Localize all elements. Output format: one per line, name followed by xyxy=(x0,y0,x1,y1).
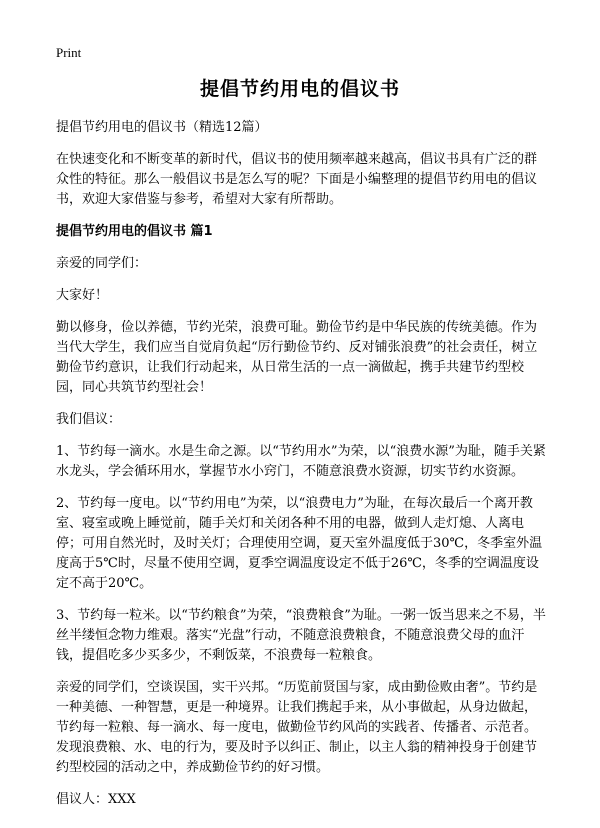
body-paragraph-1: 勤以修身，俭以养德，节约光荣，浪费可耻。勤俭节约是中华民族的传统美德。作为当代大学生，我们应当自觉肩负起“厉行勤俭节约、反对铺张浪费”的社会责任，树立勤俭节约意识，让我们行动起来，从日常生活的一点一滴做起，携手共建节约型校园，同心共筑节约型社会！ xyxy=(56,320,538,395)
proposal-item-3: 3、节约每一粒米。以“节约粮食”为荣，“浪费粮食”为耻。一粥一饭当思来之不易，半丝半缕恒念物力维艰。落实“光盘”行动，不随意浪费粮食，不随意浪费父母的血汗钱，提倡吃多少买多少，不剩饭菜，不浪费每一粒粮食。 xyxy=(56,608,546,663)
salutation: 亲爱的同学们： xyxy=(56,256,148,271)
proposal-intro: 我们倡议： xyxy=(56,412,122,427)
section-heading: 提倡节约用电的倡议书 篇1 xyxy=(56,224,213,239)
closing-paragraph: 亲爱的同学们，空谈误国，实干兴邦。“历览前贤国与家，成由勤俭败由奢”。节约是一种美德、一种智慧，更是一种境界。让我们携起手来，从小事做起，从身边做起，节约每一粒粮、每一滴水、每一度电，做勤俭节约风尚的实践者、传播者、示范者。发现浪费粮、水、电的行为，要及时予以纠正、制止，以主人翁的精神投身于创建节约型校园的活动之中，养成勤俭节约的好习惯。 xyxy=(56,680,538,775)
proposal-item-2: 2、节约每一度电。以“节约用电”为荣，以“浪费电力”为耻，在每次最后一个离开教室、寝室或晚上睡觉前，随手关灯和关闭各种不用的电器，做到人走灯熄、人离电停；可用自然光时，及时关灯；合理使用空调，夏天室外温度低于30℃，冬季室外温度高于5℃时，尽量不使用空调，夏季空调温度设定不低于26℃，冬季的空调温度设定不高于20℃。 xyxy=(56,496,543,591)
print-link[interactable]: Print xyxy=(56,45,82,60)
document-subtitle: 提倡节约用电的倡议书（精选12篇） xyxy=(56,120,268,135)
document-body xyxy=(56,118,548,822)
greeting: 大家好！ xyxy=(56,288,109,303)
intro-paragraph: 在快速变化和不断变革的新时代，倡议书的使用频率越来越高，倡议书具有广泛的群众性的特征。那么一般倡议书是怎么写的呢？下面是小编整理的提倡节约用电的倡议书，欢迎大家借鉴与参考，希望对大家有所帮助。 xyxy=(56,152,538,207)
page-title: 提倡节约用电的倡议书 xyxy=(199,78,400,100)
signature: 倡议人：XXX xyxy=(56,792,136,807)
proposal-item-1: 1、节约每一滴水。水是生命之源。以“节约用水”为荣，以“浪费水源”为耻，随手关紧水龙头，学会循环用水，掌握节水小窍门，不随意浪费水资源，切实节约水资源。 xyxy=(56,444,546,479)
